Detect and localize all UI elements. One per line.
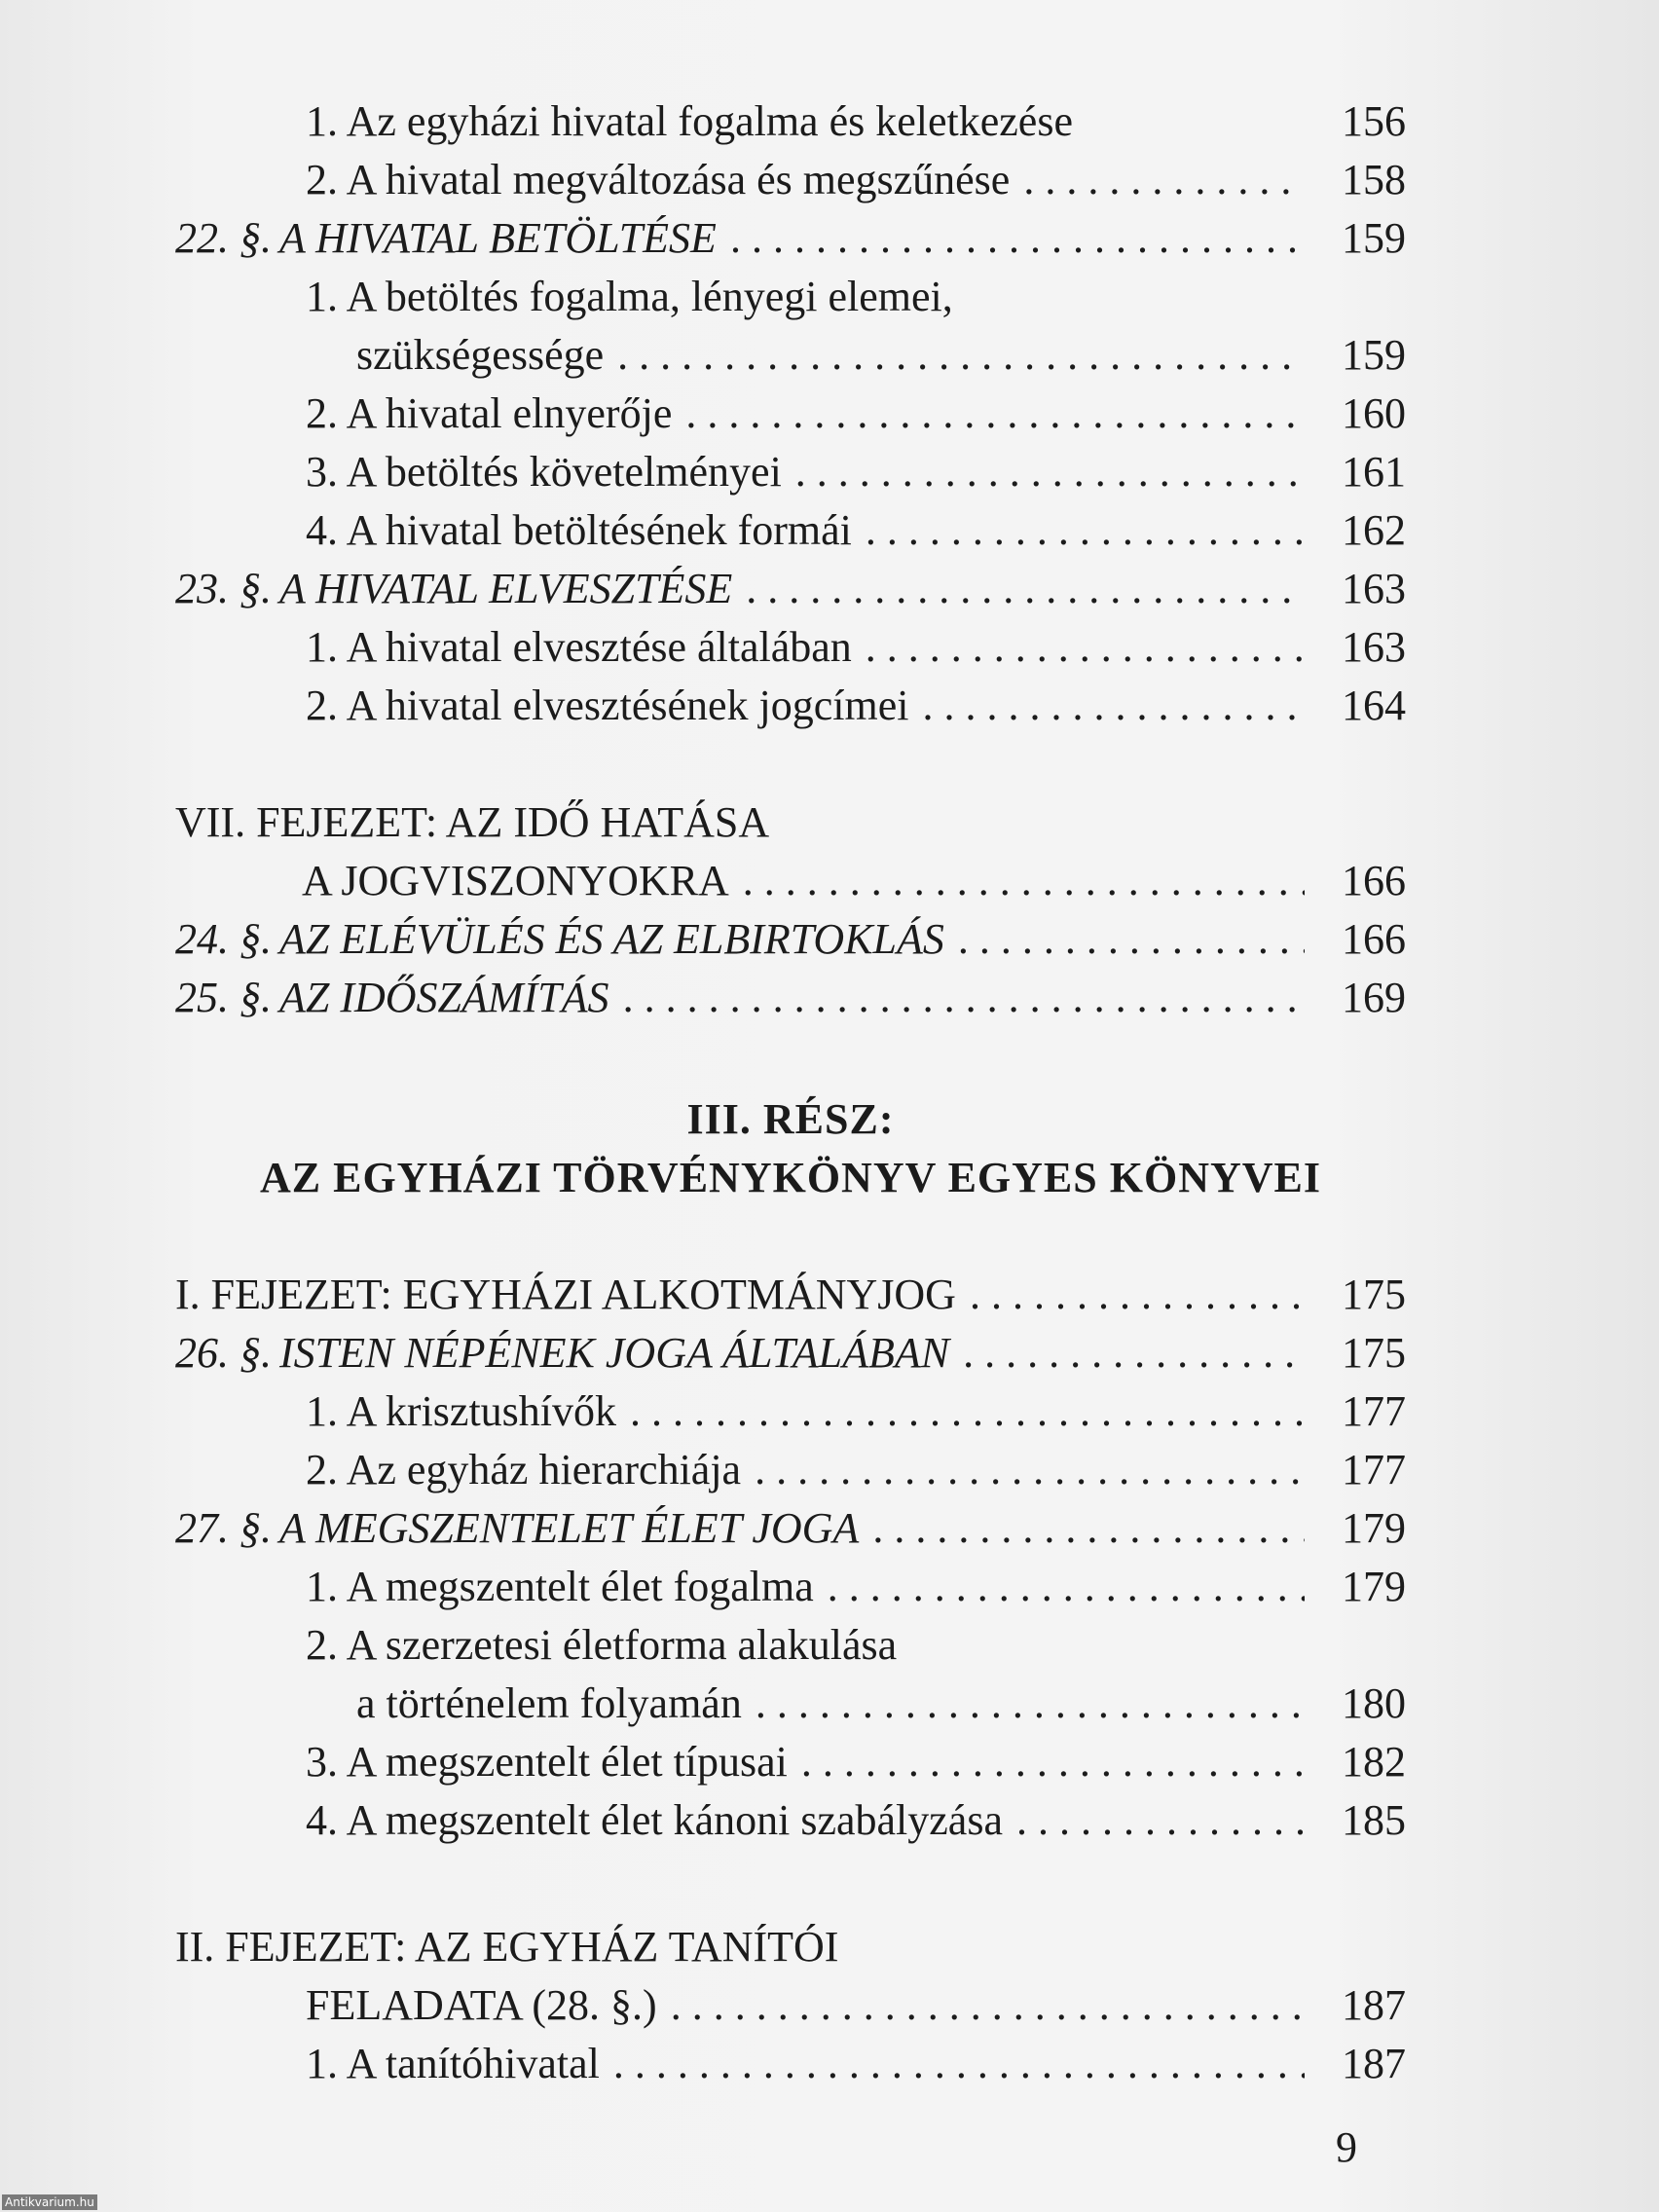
- toc-section-entry: [175, 209, 1406, 268]
- toc-section-number: 23. §.: [175, 565, 272, 612]
- toc-entry-text: 1. A hivatal elvesztése általában: [306, 623, 852, 671]
- toc-entry-page: 163: [1342, 623, 1406, 671]
- toc-entry-text: 4. A megszentelt élet kánoni szabályzása: [306, 1796, 1003, 1844]
- toc-entry-page: 163: [1342, 565, 1406, 612]
- toc-entry-page: 162: [1342, 506, 1406, 554]
- toc-entry-text: 2. Az egyház hierarchiája: [306, 1446, 742, 1493]
- toc-entry-text: 1. A krisztushívők: [306, 1387, 617, 1435]
- toc-leader-dots: [671, 1976, 1305, 2035]
- page-number: 9: [1336, 2123, 1357, 2171]
- toc-entry: [306, 151, 1406, 209]
- toc-entry-page: 160: [1342, 389, 1406, 437]
- toc-entry-text: 2. A szerzetesi életforma alakulása: [306, 1621, 898, 1669]
- toc-leader-dots: [866, 618, 1305, 677]
- toc-leader-dots: [828, 1558, 1305, 1616]
- toc-entry-page: 166: [1342, 857, 1406, 904]
- toc-leader-dots: [963, 1324, 1305, 1382]
- toc-leader-dots: [613, 2035, 1305, 2093]
- toc-entry-text: A JOGVISZONYOKRA: [302, 857, 729, 904]
- toc-entry: [306, 443, 1406, 501]
- toc-entry-text: A MEGSZENTELET ÉLET JOGA: [279, 1504, 860, 1552]
- toc-entry-page: 164: [1342, 682, 1406, 729]
- toc-entry: [306, 677, 1406, 735]
- toc-section-number: 26. §.: [175, 1329, 272, 1377]
- toc-entry-page: 166: [1342, 915, 1406, 963]
- toc-entry-text: A HIVATAL ELVESZTÉSE: [279, 565, 733, 612]
- toc-section-entry: [175, 1499, 1406, 1558]
- toc-entry: [306, 385, 1406, 443]
- toc-leader-dots: [743, 852, 1305, 910]
- toc-entry-page: 187: [1342, 1981, 1406, 2029]
- toc-leader-dots: [801, 1733, 1305, 1791]
- toc-entry-page: 185: [1342, 1796, 1406, 1844]
- toc-entry-page: 187: [1342, 2040, 1406, 2087]
- toc-entry: [306, 501, 1406, 560]
- toc-section-entry: [175, 969, 1406, 1027]
- toc-entry-text: FELADATA (28. §.): [306, 1981, 657, 2029]
- toc-chapter-entry: [175, 1266, 1406, 1324]
- toc-entry-page: 158: [1342, 156, 1406, 203]
- toc-entry-text: ISTEN NÉPÉNEK JOGA ÁLTALÁBAN: [279, 1329, 950, 1377]
- toc-entry-text: II. FEJEZET: AZ EGYHÁZ TANÍTÓI: [175, 1923, 839, 1971]
- toc-entry-page: 156: [1342, 97, 1406, 145]
- toc-entry: [306, 92, 1406, 151]
- toc-entry-text: 2. A hivatal megváltozása és megszűnése: [306, 156, 1011, 203]
- toc-entry-page: 175: [1342, 1329, 1406, 1377]
- toc-entry-page: 161: [1342, 448, 1406, 496]
- toc-entry-page: 169: [1342, 974, 1406, 1021]
- toc-entry-text: szükségessége: [356, 331, 605, 379]
- toc-leader-dots: [970, 1266, 1305, 1324]
- toc-entry: [306, 268, 1406, 326]
- toc-leader-dots: [685, 385, 1305, 443]
- toc-entry: [306, 1733, 1406, 1791]
- toc-chapter-entry: [306, 1976, 1406, 2035]
- toc-entry-text: I. FEJEZET: EGYHÁZI ALKOTMÁNYJOG: [175, 1271, 956, 1318]
- watermark-label: Antikvarium.hu: [2, 2194, 97, 2210]
- toc-entry-text: a történelem folyamán: [356, 1679, 742, 1727]
- toc-entry-text: 1. Az egyházi hivatal fogalma és keletkezése: [306, 97, 1073, 145]
- toc-entry-text: 1. A betöltés fogalma, lényegi elemei,: [306, 273, 953, 320]
- toc-entry-page: 182: [1342, 1738, 1406, 1786]
- toc-leader-dots: [746, 560, 1305, 618]
- toc-section-number: 24. §.: [175, 915, 272, 963]
- toc-entry-text: 4. A hivatal betöltésének formái: [306, 506, 852, 554]
- toc-section-number: 27. §.: [175, 1504, 272, 1552]
- toc-entry: [306, 1441, 1406, 1499]
- toc-leader-dots: [1023, 151, 1305, 209]
- toc-entry-text: AZ ELÉVÜLÉS ÉS AZ ELBIRTOKLÁS: [279, 915, 944, 963]
- toc-entry-page: 159: [1342, 331, 1406, 379]
- toc-entry-text: 1. A megszentelt élet fogalma: [306, 1563, 814, 1610]
- toc-entry: [356, 326, 1406, 385]
- toc-entry-page: 180: [1342, 1679, 1406, 1727]
- toc-entry: [356, 1675, 1406, 1733]
- toc-entry: [306, 1558, 1406, 1616]
- toc-section-entry: [175, 910, 1406, 969]
- toc-entry-text: 3. A megszentelt élet típusai: [306, 1738, 788, 1786]
- toc-section-entry: [175, 1324, 1406, 1382]
- toc-entry: [306, 618, 1406, 677]
- toc-chapter-entry: [175, 793, 1406, 852]
- toc-entry-text: 1. A tanítóhivatal: [306, 2040, 600, 2087]
- toc-leader-dots: [958, 910, 1305, 969]
- toc-leader-dots: [872, 1499, 1305, 1558]
- toc-leader-dots: [1016, 1791, 1305, 1850]
- part-subheading: AZ EGYHÁZI TÖRVÉNYKÖNYV EGYES KÖNYVEI: [259, 1154, 1321, 1201]
- toc-leader-dots: [795, 443, 1305, 501]
- toc-leader-dots: [730, 209, 1305, 268]
- toc-entry: [306, 1382, 1406, 1441]
- toc-entry-page: 159: [1342, 214, 1406, 262]
- toc-entry-text: VII. FEJEZET: AZ IDŐ HATÁSA: [175, 798, 770, 846]
- toc-entry-page: 177: [1342, 1387, 1406, 1435]
- toc-leader-dots: [630, 1382, 1305, 1441]
- toc-leader-dots: [623, 969, 1305, 1027]
- toc-entry-page: 175: [1342, 1271, 1406, 1318]
- toc-entry-text: 2. A hivatal elnyerője: [306, 389, 673, 437]
- toc-entry-page: 177: [1342, 1446, 1406, 1493]
- toc-leader-dots: [756, 1675, 1305, 1733]
- toc-chapter-entry: [175, 1918, 1406, 1976]
- toc-leader-dots: [866, 501, 1305, 560]
- toc-entry-page: 179: [1342, 1563, 1406, 1610]
- toc-section-entry: [175, 560, 1406, 618]
- toc-entry-text: 3. A betöltés követelményei: [306, 448, 782, 496]
- toc-chapter-entry: [302, 852, 1406, 910]
- part-heading: III. RÉSZ:: [686, 1095, 895, 1143]
- toc-section-number: 25. §.: [175, 974, 272, 1021]
- toc-leader-dots: [617, 326, 1305, 385]
- toc-entry: [306, 2035, 1406, 2093]
- toc-entry-text: 2. A hivatal elvesztésének jogcímei: [306, 682, 909, 729]
- toc-entry-text: AZ IDŐSZÁMÍTÁS: [279, 974, 609, 1021]
- toc-entry: [306, 1791, 1406, 1850]
- toc-entry: [306, 1616, 1406, 1675]
- toc-leader-dots: [922, 677, 1305, 735]
- toc-entry-page: 179: [1342, 1504, 1406, 1552]
- toc-entry-text: A HIVATAL BETÖLTÉSE: [279, 214, 717, 262]
- toc-leader-dots: [755, 1441, 1305, 1499]
- toc-section-number: 22. §.: [175, 214, 272, 262]
